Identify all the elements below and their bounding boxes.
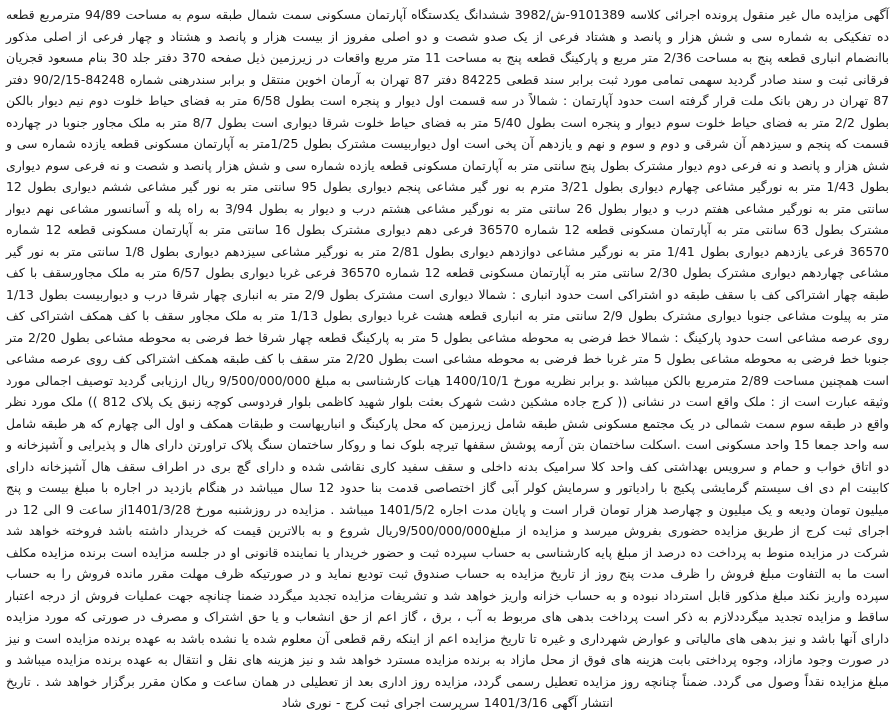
auction-notice-text: آگهی مزایده مال غیر منقول پرونده اجرائی کلاسه 9101389-ش/3982 ششدانگ یکدستگاه آپارتمان مسکونی سمت شمال طبقه سوم به مساحت 94/89 مترمربع قطعه ده تفکیکی به شماره سی و شش هزار و پانصد و هشتاد فرعی از یک صدو شصت و دو اصلی مفروز از بیست هزار و پانصد و هشتاد و چهار فرعی از اصلی مذکور باانضمام انباری قطعه پنج به مساحت 2/36 متر مربع و پارکینگ قطعه پنج به مساحت 11 متر مربع واقعات در زیرزمین ذیل صفحه 370 دفتر جلد 30 بنام مسعود قجریان فرقانی ثبت و سند صادر گردید سهمی تمامی مورد ثبت برابر سند قطعی 84225 دفتر 87 تهران به آرمان اخوین منتقل و برابر سندرهنی شماره 84248-90/2/15 دفتر 87 تهران در رهن بانک ملت قرار گرفته است حدود آپارتمان : شمالاً در سه قسمت اول دیوار و پنجره است بطول 6/58 متر به فضای حیاط خلوت دوم نیم دیوار بالکن بطول 2/2 متر به فضای حیاط خلوت سوم دیوار و پنجره است بطول 5/40 متر به فضای حیاط خلوت شرقا دیواری است بطول 8/7 متر به ملک مجاور جنوبا در چهارده قسمت که پنجم و سیزدهم آن شرقی و دوم و سوم و نهم و یازدهم آن پخی است اول دیواربیست مشترک بطول 1/25متر به آپارتمان مسکونی قطعه یازده شماره سی و شش هزار و پانصد و نه فرعی دوم دیوار مشترک بطول پنج سانتی متر به آپارتمان مسکونی قطعه یازده شماره سی و شش هزار پانصد و شصت و نه فرعی سوم دیواری بطول 1/43 متر به نورگیر مشاعی چهارم دیواری بطول 3/21 مترم به نور گیر مشاعی پنجم دیواری بطول 95 سانتی متر به نور گیر مشاعی ششم دیواری بطول 12 سانتی متر به نورگیر مشاعی هفتم درب و دیوار بطول 26 سانتی متر به نورگیر مشاعی هشتم درب و دیوار به بطول 3/94 به راه پله و آسانسور مشاعی نهم دیوار مشترک بطول 63 سانتی متر به آپارتمان مسکونی قطعه 12 شماره 36570 فرعی دهم دیواری مشترک بطول 16 سانتی متر به آپارتمان مسکونی قطعه 12 شماره 36570 فرعی یازدهم دیواری بطول 1/41 متر به نورگیر مشاعی دوازدهم دیواری بطول 2/81 متر به نورگیر مشاعی سیزدهم دیواری بطول 1/8 سانتی متر به نور گیر مشاعی چهاردهم دیواری مشترک بطول 2/30 سانتی متر به آپارتمان مسکونی قطعه 12 شماره 36570 فرعی غربا دیواری بطول 6/57 متر به ملک مجاورسقف با کف طبقه چهار اشتراکی کف با سقف طبقه دو اشتراکی است حدود انباری : شمالا دیواری است مشترک بطول 2/9 متر به انباری چهار شرقا درب و دیواربیست بطول 1/13 متر به پیلوت مشاعی جنوبا دیواری مشترک بطول 2/9 سانتی متر به انباری قطعه هشت غربا دیواری بطول 1/13 متر به ملک مجاور سقف با کف همکف اشتراکی کف روی عرصه مشاعی است حدود پارکینگ : شمالا خط فرضی به محوطه مشاعی بطول 5 متر به پارکینگ قطعه چهار شرقا خط فرضی به محوطه مشاعی بطول 2/20 متر جنوبا خط فرضی به محوطه مشاعی بطول 5 متر غربا خط فرضی به محوطه مشاعی است بطول 2/20 متر سقف با کف طبقه همکف اشتراکی کف روی عرصه مشاعی است همچنین مساحت 2/89 مترمربع بالکن میباشد .و برابر نظریه مورخ 1400/10/1 هیات کارشناسی به مبلغ 9/500/000/000 ریال ارزیابی گردید توصیف اجمالی مورد وثیقه عبارت است از : ملک واقع است در نشانی (( کرج جاده مشکین دشت شهرک بعثت بلوار شهید کاظمی بلوار فردوسی کوچه زنبق یک پلاک 812 )) ملک مورد نظر واقع در طبقه سوم سمت شمالی در یک مجتمع مسکونی شش طبقه شامل زیرزمین که محل پارکینگ و انباریهاست و طبقات همکف و اول الی چهارم که هر طبقه شامل سه واحد جمعا 15 واحد مسکونی است .اسکلت ساختمان بتن آرمه پوشش سقفها تیرچه بلوک نما و روکار ساختمان سنگ پلاک تراورتن دارای هال و پذیرایی و آشپزخانه و دو اتاق خواب و حمام و سرویس بهداشتی کف واحد کلا سرامیک بدنه داخلی و سقف سفید کاری نقاشی شده و دارای گچ بری در اطراف سقف هال آشپزخانه دارای کابینت ام دی اف سیستم گرمایشی پکیج با رادیاتور و سرمایش کولر آبی گاز اختصاصی قدمت بنا حدود 12 سال میباشد در هنگام بازدید در اجاره با مبلغ بیست و پنج میلیون تومان ودیعه و یک میلیون و چهارصد هزار تومان قرار است و پایان مدت اجاره 1401/5/2 میباشد . مزایده در روزشنبه مورخ 1401/3/28از ساعت 9 الی 12 در اجرای ثبت کرج از طریق مزایده حضوری بفروش میرسد و مزایده از مبلغ9/500/000/000ریال شروع و به بالاترین قیمت که خریدار داشته باشد فروخته خواهد شد شرکت در مزایده منوط به پرداخت ده درصد از مبلغ پایه کارشناسی به حساب سپرده ثبت و حضور خریدار یا نماینده قانونی او در جلسه مزایده است برنده مزایده مکلف است ما به التفاوت مبلغ فروش را ظرف مدت پنج روز از تاریخ مزایده به حساب صندوق ثبت تودیع نماید و در صورتیکه ظرف مهلت مقرر مانده فروش را به حساب سپرده واریز نکند مبلغ مذکور قابل استرداد نبوده و به حساب خزانه واریز خواهد شد و تشریفات مزایده تجدید میگردد ضمنا چنانچه جهت عملیات فروش از درجه اعتبار ساقط و مزایده تجدید میگرددلازم به ذکر است پرداخت بدهی های مربوط به آب ، برق ، گاز اعم از حق انشعاب و یا حق اشتراک و مصرف در صورتی که مورد مزایده دارای آنها باشد و نیز بدهی های مالیاتی و عوارض شهرداری و غیره تا تاریخ مزایده اعم از اینکه رقم قطعی آن معلوم شده یا نشده باشد به عهده برنده مزایده است و نیز در صورت وجود مازاد، وجوه پرداختی بابت هزینه های فوق از محل مازاد به برنده مزایده مسترد خواهد شد و نیز هزینه های نقل و انتقال به عهده برنده مزایده میباشد و مبلغ مزایده نقداً وصول می گردد. ضمناً چنانچه روز مزایده تعطیل رسمی گردد، مزایده روز اداری بعد از تعطیلی در همان ساعت و مکان مقرر برگزار خواهد شد . تاریخ انتشار آگهی 1401/3/16 سرپرست اجرای ثبت کرج - نوری شاد	[6, 7, 890, 710]
